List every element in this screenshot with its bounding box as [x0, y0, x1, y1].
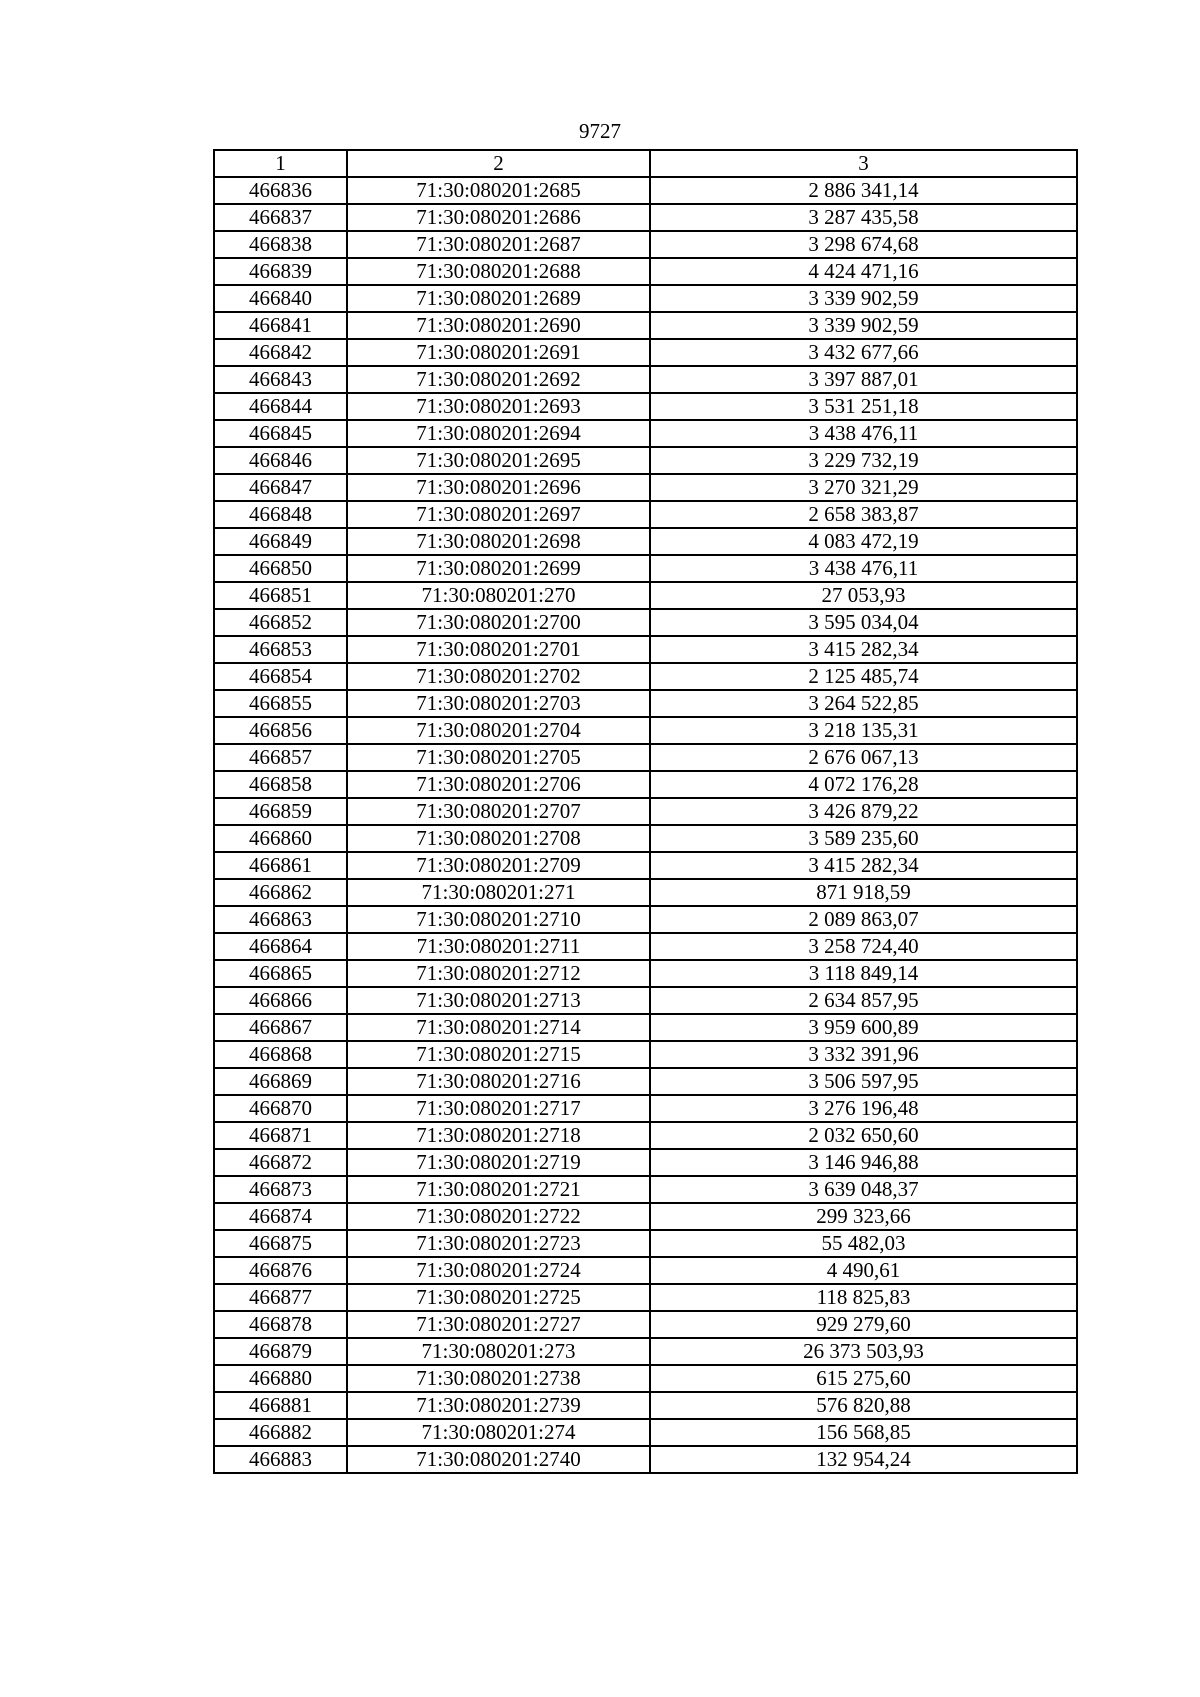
- cadastral-number-cell: 71:30:080201:2696: [347, 474, 650, 501]
- row-number-cell: 466859: [214, 798, 347, 825]
- row-number-cell: 466871: [214, 1122, 347, 1149]
- value-cell: 2 032 650,60: [650, 1122, 1077, 1149]
- cadastral-number-cell: 71:30:080201:2714: [347, 1014, 650, 1041]
- row-number-cell: 466874: [214, 1203, 347, 1230]
- row-number-cell: 466857: [214, 744, 347, 771]
- row-number-cell: 466853: [214, 636, 347, 663]
- value-cell: 3 531 251,18: [650, 393, 1077, 420]
- cadastral-number-cell: 71:30:080201:2701: [347, 636, 650, 663]
- value-cell: 132 954,24: [650, 1446, 1077, 1473]
- row-number-cell: 466836: [214, 177, 347, 204]
- cadastral-number-cell: 71:30:080201:2722: [347, 1203, 650, 1230]
- cadastral-number-cell: 71:30:080201:274: [347, 1419, 650, 1446]
- row-number-cell: 466845: [214, 420, 347, 447]
- table-row: [214, 177, 1077, 204]
- cadastral-number-cell: 71:30:080201:2709: [347, 852, 650, 879]
- value-cell: 3 438 476,11: [650, 420, 1077, 447]
- cadastral-number-cell: 71:30:080201:2740: [347, 1446, 650, 1473]
- table-row: [214, 717, 1077, 744]
- value-cell: 55 482,03: [650, 1230, 1077, 1257]
- value-cell: 3 218 135,31: [650, 717, 1077, 744]
- value-cell: 3 339 902,59: [650, 285, 1077, 312]
- cadastral-number-cell: 71:30:080201:2716: [347, 1068, 650, 1095]
- cadastral-number-cell: 71:30:080201:2739: [347, 1392, 650, 1419]
- row-number-cell: 466864: [214, 933, 347, 960]
- row-number-cell: 466855: [214, 690, 347, 717]
- value-cell: 4 083 472,19: [650, 528, 1077, 555]
- cadastral-number-cell: 71:30:080201:2719: [347, 1149, 650, 1176]
- row-number-cell: 466856: [214, 717, 347, 744]
- value-cell: 3 229 732,19: [650, 447, 1077, 474]
- value-cell: 156 568,85: [650, 1419, 1077, 1446]
- row-number-cell: 466849: [214, 528, 347, 555]
- value-cell: 26 373 503,93: [650, 1338, 1077, 1365]
- cadastral-number-cell: 71:30:080201:2706: [347, 771, 650, 798]
- cadastral-number-cell: 71:30:080201:2699: [347, 555, 650, 582]
- table-row: [214, 906, 1077, 933]
- table-row: [214, 798, 1077, 825]
- value-cell: 871 918,59: [650, 879, 1077, 906]
- row-number-cell: 466870: [214, 1095, 347, 1122]
- table-body: [214, 177, 1077, 1473]
- value-cell: 3 118 849,14: [650, 960, 1077, 987]
- table-row: [214, 366, 1077, 393]
- value-cell: 3 276 196,48: [650, 1095, 1077, 1122]
- value-cell: 2 658 383,87: [650, 501, 1077, 528]
- value-cell: 3 339 902,59: [650, 312, 1077, 339]
- table-row: [214, 1392, 1077, 1419]
- cadastral-number-cell: 71:30:080201:2711: [347, 933, 650, 960]
- value-cell: 3 397 887,01: [650, 366, 1077, 393]
- table-row: [214, 879, 1077, 906]
- value-cell: 118 825,83: [650, 1284, 1077, 1311]
- row-number-cell: 466839: [214, 258, 347, 285]
- data-table: [213, 149, 1078, 1474]
- value-cell: 3 415 282,34: [650, 636, 1077, 663]
- row-number-cell: 466868: [214, 1041, 347, 1068]
- row-number-cell: 466844: [214, 393, 347, 420]
- value-cell: 27 053,93: [650, 582, 1077, 609]
- table-row: [214, 1365, 1077, 1392]
- cadastral-number-cell: 71:30:080201:2708: [347, 825, 650, 852]
- row-number-cell: 466852: [214, 609, 347, 636]
- row-number-cell: 466877: [214, 1284, 347, 1311]
- value-cell: 3 506 597,95: [650, 1068, 1077, 1095]
- cadastral-number-cell: 71:30:080201:2704: [347, 717, 650, 744]
- cadastral-number-cell: 71:30:080201:2724: [347, 1257, 650, 1284]
- row-number-cell: 466858: [214, 771, 347, 798]
- table-row: [214, 1203, 1077, 1230]
- page-number: 9727: [579, 119, 621, 143]
- value-cell: 3 332 391,96: [650, 1041, 1077, 1068]
- table-row: [214, 501, 1077, 528]
- column-header-3: 3: [650, 150, 1077, 177]
- table-row: [214, 528, 1077, 555]
- value-cell: 299 323,66: [650, 1203, 1077, 1230]
- table-row: [214, 447, 1077, 474]
- table-row: [214, 1338, 1077, 1365]
- value-cell: 4 072 176,28: [650, 771, 1077, 798]
- cadastral-number-cell: 71:30:080201:273: [347, 1338, 650, 1365]
- table-row: [214, 933, 1077, 960]
- row-number-cell: 466841: [214, 312, 347, 339]
- cadastral-number-cell: 71:30:080201:2686: [347, 204, 650, 231]
- table-row: [214, 1095, 1077, 1122]
- value-cell: 3 432 677,66: [650, 339, 1077, 366]
- value-cell: 3 298 674,68: [650, 231, 1077, 258]
- value-cell: 3 595 034,04: [650, 609, 1077, 636]
- row-number-cell: 466866: [214, 987, 347, 1014]
- cadastral-number-cell: 71:30:080201:2685: [347, 177, 650, 204]
- table-row: [214, 1311, 1077, 1338]
- row-number-cell: 466883: [214, 1446, 347, 1473]
- row-number-cell: 466863: [214, 906, 347, 933]
- value-cell: 576 820,88: [650, 1392, 1077, 1419]
- row-number-cell: 466867: [214, 1014, 347, 1041]
- cadastral-number-cell: 71:30:080201:2710: [347, 906, 650, 933]
- cadastral-number-cell: 71:30:080201:2702: [347, 663, 650, 690]
- column-header-1: 1: [214, 150, 347, 177]
- value-cell: 3 438 476,11: [650, 555, 1077, 582]
- table-header: [214, 150, 1077, 177]
- value-cell: 615 275,60: [650, 1365, 1077, 1392]
- cadastral-number-cell: 71:30:080201:2738: [347, 1365, 650, 1392]
- value-cell: 2 676 067,13: [650, 744, 1077, 771]
- table-row: [214, 1068, 1077, 1095]
- header-row: [214, 150, 1077, 177]
- cadastral-number-cell: 71:30:080201:2698: [347, 528, 650, 555]
- table-row: [214, 825, 1077, 852]
- row-number-cell: 466837: [214, 204, 347, 231]
- cadastral-number-cell: 71:30:080201:2691: [347, 339, 650, 366]
- row-number-cell: 466878: [214, 1311, 347, 1338]
- cadastral-number-cell: 71:30:080201:2688: [347, 258, 650, 285]
- value-cell: 2 089 863,07: [650, 906, 1077, 933]
- table-row: [214, 636, 1077, 663]
- value-cell: 3 146 946,88: [650, 1149, 1077, 1176]
- cadastral-number-cell: 71:30:080201:2687: [347, 231, 650, 258]
- value-cell: 4 424 471,16: [650, 258, 1077, 285]
- cadastral-number-cell: 71:30:080201:2694: [347, 420, 650, 447]
- row-number-cell: 466848: [214, 501, 347, 528]
- table-row: [214, 1284, 1077, 1311]
- cadastral-number-cell: 71:30:080201:2690: [347, 312, 650, 339]
- value-cell: 3 287 435,58: [650, 204, 1077, 231]
- table-row: [214, 393, 1077, 420]
- row-number-cell: 466881: [214, 1392, 347, 1419]
- row-number-cell: 466873: [214, 1176, 347, 1203]
- row-number-cell: 466880: [214, 1365, 347, 1392]
- row-number-cell: 466840: [214, 285, 347, 312]
- table-row: [214, 1014, 1077, 1041]
- cadastral-number-cell: 71:30:080201:2700: [347, 609, 650, 636]
- row-number-cell: 466843: [214, 366, 347, 393]
- row-number-cell: 466879: [214, 1338, 347, 1365]
- row-number-cell: 466865: [214, 960, 347, 987]
- table-row: [214, 609, 1077, 636]
- value-cell: 2 634 857,95: [650, 987, 1077, 1014]
- table-row: [214, 960, 1077, 987]
- value-cell: 2 886 341,14: [650, 177, 1077, 204]
- value-cell: 3 589 235,60: [650, 825, 1077, 852]
- row-number-cell: 466862: [214, 879, 347, 906]
- table-row: [214, 1446, 1077, 1473]
- table-row: [214, 474, 1077, 501]
- cadastral-number-cell: 71:30:080201:2727: [347, 1311, 650, 1338]
- row-number-cell: 466861: [214, 852, 347, 879]
- table-row: [214, 1257, 1077, 1284]
- cadastral-number-cell: 71:30:080201:2715: [347, 1041, 650, 1068]
- row-number-cell: 466875: [214, 1230, 347, 1257]
- table-row: [214, 987, 1077, 1014]
- value-cell: 3 258 724,40: [650, 933, 1077, 960]
- table-row: [214, 1419, 1077, 1446]
- value-cell: 2 125 485,74: [650, 663, 1077, 690]
- row-number-cell: 466860: [214, 825, 347, 852]
- table-row: [214, 204, 1077, 231]
- table-row: [214, 555, 1077, 582]
- value-cell: 929 279,60: [650, 1311, 1077, 1338]
- row-number-cell: 466854: [214, 663, 347, 690]
- row-number-cell: 466882: [214, 1419, 347, 1446]
- cadastral-number-cell: 71:30:080201:2725: [347, 1284, 650, 1311]
- row-number-cell: 466842: [214, 339, 347, 366]
- cadastral-number-cell: 71:30:080201:2707: [347, 798, 650, 825]
- cadastral-number-cell: 71:30:080201:2693: [347, 393, 650, 420]
- table-row: [214, 663, 1077, 690]
- row-number-cell: 466847: [214, 474, 347, 501]
- row-number-cell: 466851: [214, 582, 347, 609]
- table-row: [214, 258, 1077, 285]
- table-row: [214, 339, 1077, 366]
- cadastral-number-cell: 71:30:080201:2705: [347, 744, 650, 771]
- table-row: [214, 1176, 1077, 1203]
- table-row: [214, 771, 1077, 798]
- value-cell: 3 639 048,37: [650, 1176, 1077, 1203]
- value-cell: 3 426 879,22: [650, 798, 1077, 825]
- table-row: [214, 690, 1077, 717]
- cadastral-number-cell: 71:30:080201:2713: [347, 987, 650, 1014]
- cadastral-number-cell: 71:30:080201:2692: [347, 366, 650, 393]
- table-row: [214, 420, 1077, 447]
- cadastral-number-cell: 71:30:080201:2718: [347, 1122, 650, 1149]
- cadastral-number-cell: 71:30:080201:2703: [347, 690, 650, 717]
- cadastral-number-cell: 71:30:080201:2695: [347, 447, 650, 474]
- value-cell: 3 264 522,85: [650, 690, 1077, 717]
- row-number-cell: 466838: [214, 231, 347, 258]
- row-number-cell: 466869: [214, 1068, 347, 1095]
- row-number-cell: 466876: [214, 1257, 347, 1284]
- row-number-cell: 466872: [214, 1149, 347, 1176]
- cadastral-number-cell: 71:30:080201:2689: [347, 285, 650, 312]
- value-cell: 3 270 321,29: [650, 474, 1077, 501]
- table-row: [214, 582, 1077, 609]
- table-row: [214, 285, 1077, 312]
- table-row: [214, 231, 1077, 258]
- table-row: [214, 1041, 1077, 1068]
- value-cell: 3 415 282,34: [650, 852, 1077, 879]
- cadastral-number-cell: 71:30:080201:2723: [347, 1230, 650, 1257]
- cadastral-number-cell: 71:30:080201:271: [347, 879, 650, 906]
- table-row: [214, 1149, 1077, 1176]
- cadastral-number-cell: 71:30:080201:2712: [347, 960, 650, 987]
- column-header-2: 2: [347, 150, 650, 177]
- table-row: [214, 744, 1077, 771]
- value-cell: 3 959 600,89: [650, 1014, 1077, 1041]
- row-number-cell: 466850: [214, 555, 347, 582]
- cadastral-number-cell: 71:30:080201:270: [347, 582, 650, 609]
- cadastral-number-cell: 71:30:080201:2721: [347, 1176, 650, 1203]
- table-row: [214, 1230, 1077, 1257]
- table-row: [214, 1122, 1077, 1149]
- table-row: [214, 312, 1077, 339]
- cadastral-number-cell: 71:30:080201:2717: [347, 1095, 650, 1122]
- cadastral-number-cell: 71:30:080201:2697: [347, 501, 650, 528]
- value-cell: 4 490,61: [650, 1257, 1077, 1284]
- table-row: [214, 852, 1077, 879]
- row-number-cell: 466846: [214, 447, 347, 474]
